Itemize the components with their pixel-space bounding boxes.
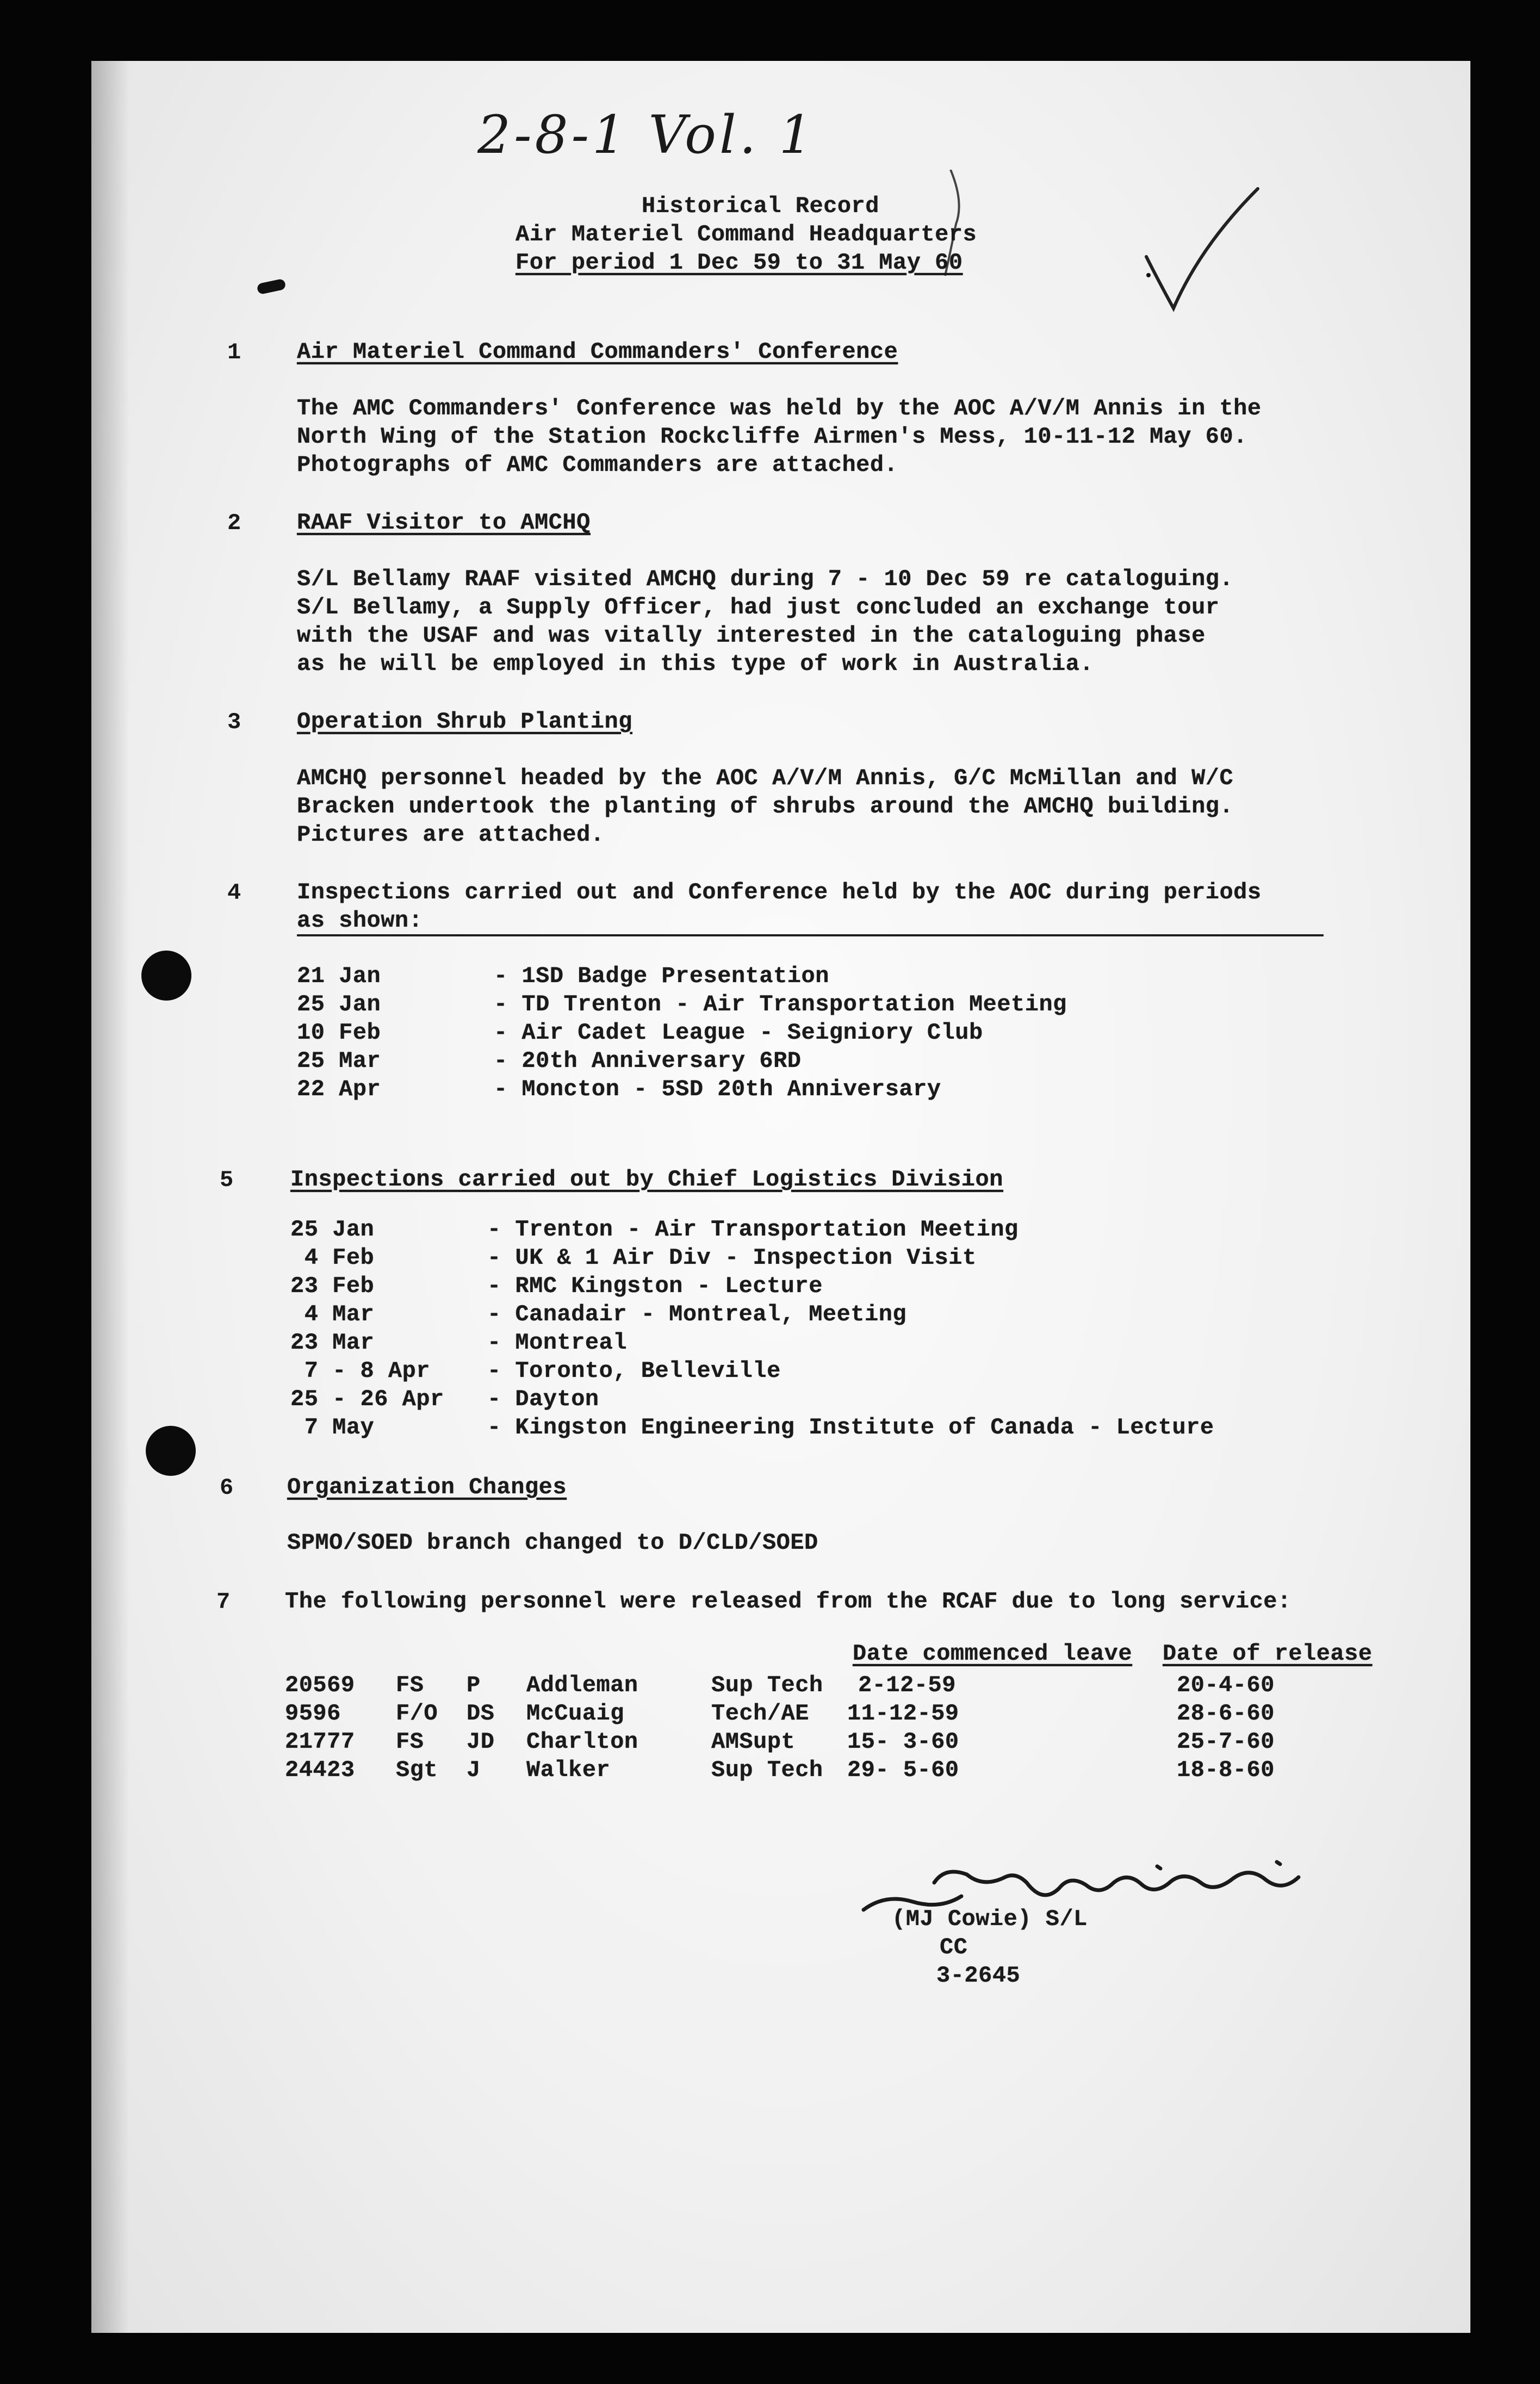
entry-date: 23 Feb: [290, 1273, 375, 1299]
signatory-name: (MJ Cowie) S/L: [892, 1906, 1088, 1932]
section-heading: Inspections carried out and Conference held by the AOC during periods: [297, 879, 1262, 905]
section-text-line: with the USAF and was vitally interested in the cataloguing phase: [297, 623, 1206, 649]
entry-date: 4 Feb: [290, 1245, 375, 1271]
section-text-line: Photographs of AMC Commanders are attached.: [297, 452, 898, 478]
section-text-line: The AMC Commanders' Conference was held by the AOC A/V/M Annis in the: [297, 395, 1262, 421]
trade: Sup Tech: [711, 1757, 823, 1783]
surname: Addleman: [526, 1672, 638, 1698]
section-heading: Organization Changes: [287, 1474, 567, 1500]
section-number: 5: [220, 1167, 234, 1193]
service-number: 9596: [285, 1700, 341, 1727]
entry-event: - TD Trenton - Air Transportation Meeting: [494, 991, 1067, 1017]
entry-date: 7 May: [290, 1414, 375, 1441]
entry-event: - Kingston Engineering Institute of Canada - Lecture: [487, 1414, 1214, 1441]
section-text-line: S/L Bellamy RAAF visited AMCHQ during 7 - 10 Dec 59 re cataloguing.: [297, 566, 1234, 592]
scan-mark-small: [1146, 273, 1151, 277]
initials: P: [467, 1672, 481, 1698]
rank: FS: [396, 1672, 424, 1698]
entry-event: - Toronto, Belleville: [487, 1358, 781, 1384]
record-organization: Air Materiel Command Headquarters: [516, 221, 977, 247]
section-number: 2: [227, 510, 241, 536]
surname: Walker: [526, 1757, 611, 1783]
trade: Tech/AE: [711, 1700, 809, 1727]
punch-hole: [146, 1426, 196, 1476]
section-number: 7: [216, 1589, 231, 1615]
punch-hole: [141, 951, 191, 1001]
entry-event: - 20th Anniversary 6RD: [494, 1048, 802, 1074]
entry-date: 25 - 26 Apr: [290, 1386, 444, 1412]
entry-event: - Dayton: [487, 1386, 599, 1412]
initials: JD: [467, 1729, 495, 1755]
section-text-line: Bracken undertook the planting of shrubs around the AMCHQ building.: [297, 793, 1234, 819]
section-text-line: SPMO/SOED branch changed to D/CLD/SOED: [287, 1530, 818, 1556]
section-heading: Inspections carried out by Chief Logistics Division: [290, 1166, 1003, 1193]
entry-date: 4 Mar: [290, 1301, 375, 1327]
section-heading: RAAF Visitor to AMCHQ: [297, 510, 591, 536]
scan-shadow: [91, 61, 129, 2333]
release-date: 28-6-60: [1177, 1700, 1275, 1727]
entry-date: 25 Mar: [297, 1048, 381, 1074]
section-text-line: North Wing of the Station Rockcliffe Airmen's Mess, 10-11-12 May 60.: [297, 424, 1247, 450]
rank: Sgt: [396, 1757, 438, 1783]
entry-event: - Montreal: [487, 1330, 628, 1356]
section-heading: Air Materiel Command Commanders' Conference: [297, 339, 898, 365]
entry-date: 25 Jan: [297, 991, 381, 1017]
entry-event: - UK & 1 Air Div - Inspection Visit: [487, 1245, 977, 1271]
entry-date: 21 Jan: [297, 963, 381, 989]
leave-date: 2-12-59: [858, 1672, 956, 1698]
section-text-line: AMCHQ personnel headed by the AOC A/V/M Annis, G/C McMillan and W/C: [297, 765, 1234, 791]
entry-event: - Air Cadet League - Seigniory Club: [494, 1020, 983, 1046]
entry-date: 23 Mar: [290, 1330, 375, 1356]
service-number: 20569: [285, 1672, 355, 1698]
section-number: 3: [227, 709, 241, 735]
entry-event: - Trenton - Air Transportation Meeting: [487, 1216, 1019, 1243]
record-title: Historical Record: [642, 193, 879, 219]
trade: Sup Tech: [711, 1672, 823, 1698]
section-number: 1: [227, 339, 241, 365]
entry-date: 7 - 8 Apr: [290, 1358, 431, 1384]
section-number: 4: [227, 880, 241, 906]
initials: J: [467, 1757, 481, 1783]
section-heading: as shown:: [297, 908, 423, 934]
column-header-date-of-release: Date of release: [1163, 1641, 1373, 1667]
service-number: 21777: [285, 1729, 355, 1755]
leave-date: 29- 5-60: [847, 1757, 959, 1783]
check-mark-icon: [1135, 186, 1266, 316]
section-number: 6: [220, 1475, 234, 1501]
service-number: 24423: [285, 1757, 355, 1783]
release-date: 20-4-60: [1177, 1672, 1275, 1698]
section-heading-underline: [297, 934, 1324, 936]
section-heading: Operation Shrub Planting: [297, 709, 632, 735]
entry-date: 22 Apr: [297, 1076, 381, 1102]
signatory-phone: 3-2645: [936, 1963, 1021, 1989]
surname: Charlton: [526, 1729, 638, 1755]
trade: AMSupt: [711, 1729, 796, 1755]
leave-date: 11-12-59: [847, 1700, 959, 1727]
entry-event: - Moncton - 5SD 20th Anniversary: [494, 1076, 941, 1102]
signatory-title: CC: [940, 1934, 968, 1960]
entry-date: 25 Jan: [290, 1216, 375, 1243]
section-text-line: as he will be employed in this type of work in Australia.: [297, 651, 1094, 677]
section-text-line: Pictures are attached.: [297, 822, 605, 848]
entry-event: - RMC Kingston - Lecture: [487, 1273, 823, 1299]
leave-date: 15- 3-60: [847, 1729, 959, 1755]
handwritten-file-reference: 2-8-1 Vol. 1: [477, 104, 816, 165]
scan-mark: [256, 278, 286, 295]
rank: FS: [396, 1729, 424, 1755]
surname: McCuaig: [526, 1700, 624, 1727]
entry-event: - 1SD Badge Presentation: [494, 963, 829, 989]
rank: F/O: [396, 1700, 438, 1727]
column-header-date-commenced-leave: Date commenced leave: [853, 1641, 1133, 1667]
entry-event: - Canadair - Montreal, Meeting: [487, 1301, 907, 1327]
release-date: 18-8-60: [1177, 1757, 1275, 1783]
section-text-line: S/L Bellamy, a Supply Officer, had just concluded an exchange tour: [297, 594, 1220, 620]
release-date: 25-7-60: [1177, 1729, 1275, 1755]
document-page: [91, 61, 1470, 2333]
record-period: For period 1 Dec 59 to 31 May 60: [516, 250, 963, 276]
entry-date: 10 Feb: [297, 1020, 381, 1046]
section-intro: The following personnel were released from the RCAF due to long service:: [285, 1588, 1291, 1615]
initials: DS: [467, 1700, 495, 1727]
